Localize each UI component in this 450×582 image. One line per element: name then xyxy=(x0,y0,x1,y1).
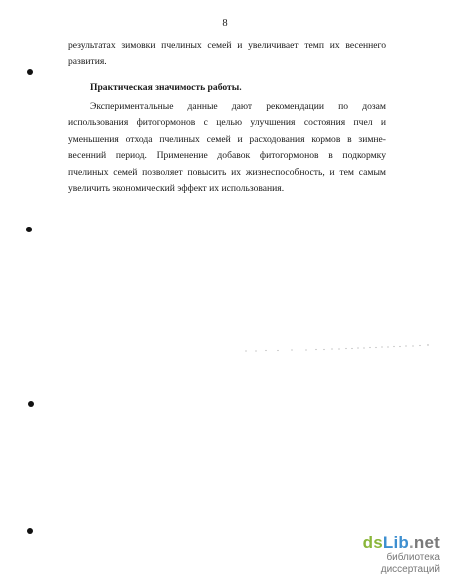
dslib-logo: dsLib.net xyxy=(362,533,440,552)
paragraph-line: пчелиных семей позволяет повысить их жизнеспособность, и тем самым xyxy=(68,166,386,178)
section-heading-block xyxy=(68,80,386,96)
scan-mark xyxy=(27,528,33,534)
scan-noise xyxy=(242,343,432,355)
top-paragraph xyxy=(68,38,386,71)
paragraph-line: увеличить экономический эффект их использования. xyxy=(68,183,285,195)
dslib-watermark xyxy=(330,534,440,576)
scan-mark xyxy=(28,401,34,407)
paragraph-line: весенний период. Применение добавок фитогормонов в подкормку xyxy=(68,150,386,162)
paragraph-line: развития. xyxy=(68,56,107,68)
paragraph-line: использования фитогормонов с целью улучшения состояния пчел и xyxy=(68,117,386,129)
scan-mark xyxy=(27,69,33,75)
paragraph-line: результатах зимовки пчелиных семей и увеличивает темп их весеннего xyxy=(68,40,386,51)
body-paragraph xyxy=(68,99,386,197)
paragraph-line: Экспериментальные данные дают рекомендации по дозам xyxy=(90,101,386,112)
dslib-subtitle: библиотека диссертаций xyxy=(380,552,440,575)
scan-mark xyxy=(26,227,32,232)
paragraph-line: уменьшения отхода пчелиных семей и расходования кормов в зимне- xyxy=(68,133,386,145)
page-number: 8 xyxy=(222,18,228,29)
section-heading: Практическая значимость работы. xyxy=(90,82,242,93)
